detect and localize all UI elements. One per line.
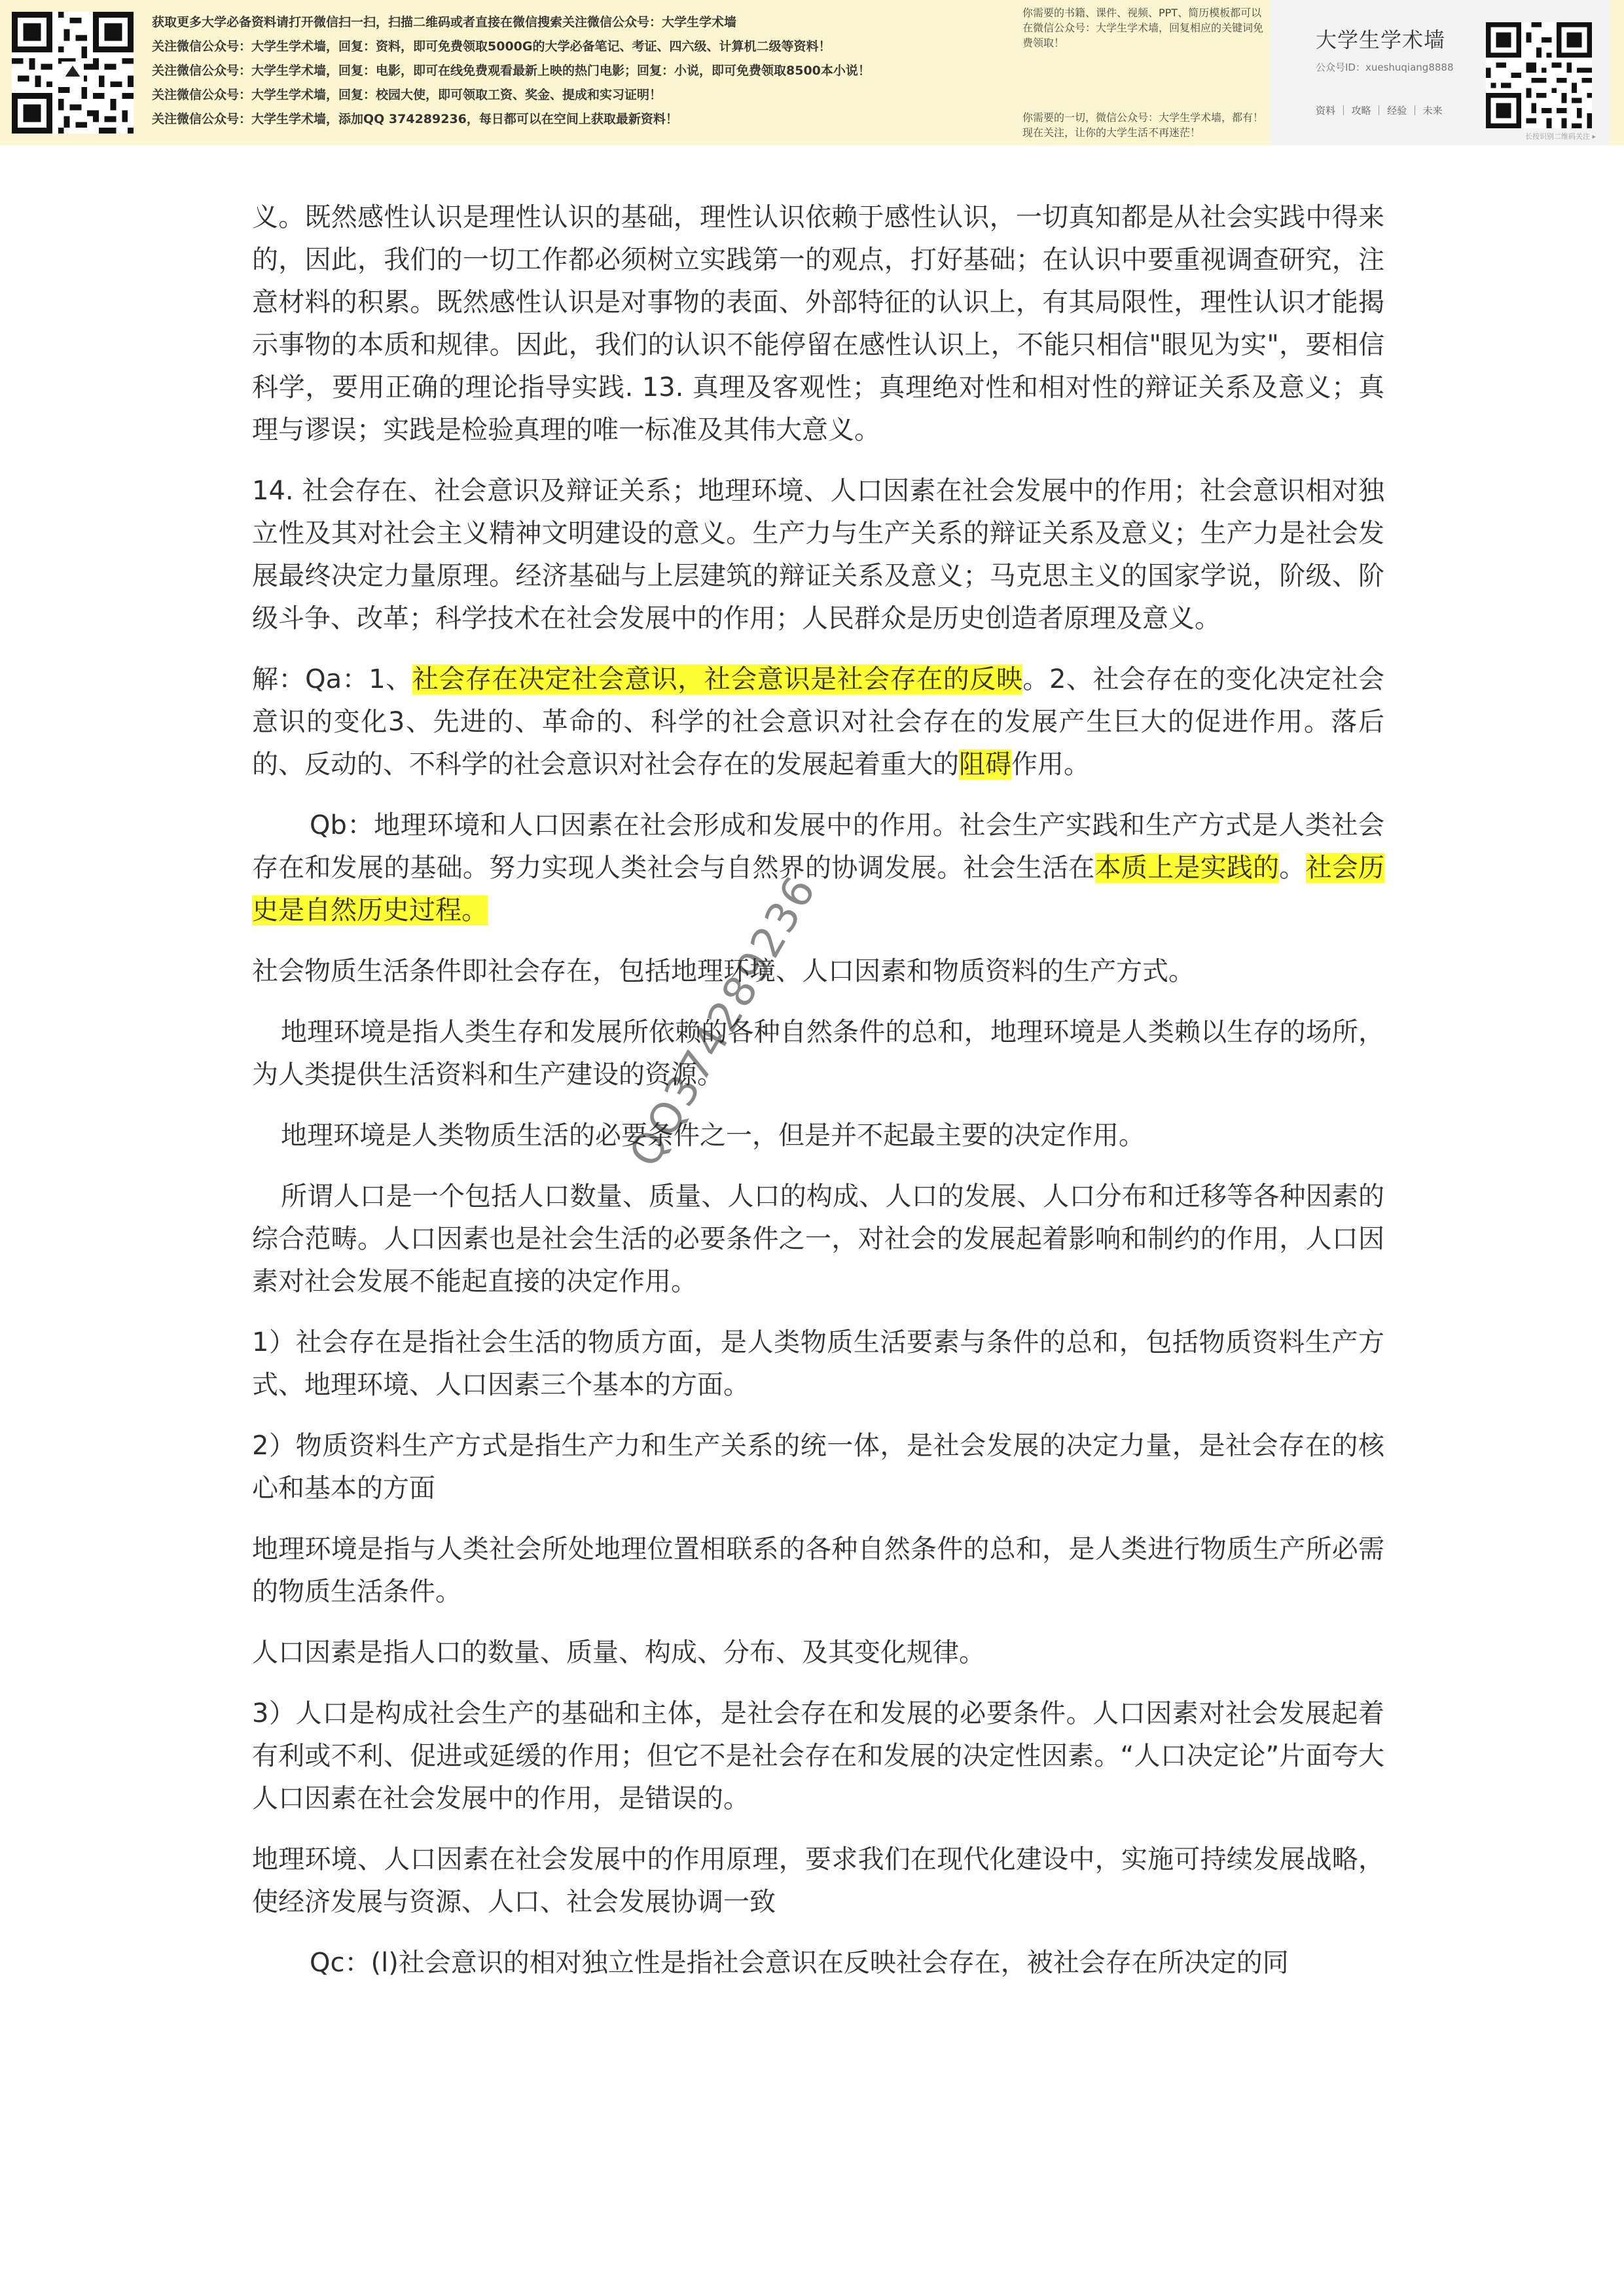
qr-caption: 长按识别二维码关注 ▸ xyxy=(1525,132,1597,141)
ad-banner xyxy=(0,0,1624,145)
paragraph-answer-qa xyxy=(252,658,1384,786)
qr-code-icon xyxy=(12,12,134,134)
banner-line: 关注微信公众号：大学生学术墙，回复：资料，即可免费领取5000G的大学必备笔记、考证、四六级、计算机二级等资料！ xyxy=(152,39,831,54)
paragraph-answer-qc: Qc：(l)社会意识的相对独立性是指社会意识在反映社会存在，被社会存在所决定的同 xyxy=(310,1948,1289,1978)
brand-title: 大学生学术墙 xyxy=(1316,27,1446,52)
highlighted-text: 社会历史是自然历史过程。 xyxy=(252,853,1385,925)
paragraph: 地理环境是指与人类社会所处地理位置相联系的各种自然条件的总和，是人类进行物质生产所必需的物质生活条件。 xyxy=(252,1534,1384,1607)
paragraph: 义。既然感性认识是理性认识的基础，理性认识依赖于感性认识，一切真知都是从社会实践中得来的，因此，我们的一切工作都必须树立实践第一的观点，打好基础；在认识中要重视调查研究，注意材料的积累。既然感性认识是对事物的表面、外部特征的认识上，有其局限性，理性认识才能揭示事物的本质和规律。因此，我们的认识不能停留在感性认识上，不能只相信"眼见为实"，要相信科学，要用正确的理论指导实践. 13. 真理及客观性；真理绝对性和相对性的辩证关系及意义；真理与谬误；实践是检验真理的唯一标准及其伟大意义。 xyxy=(252,202,1384,445)
paragraph: 社会物质生活条件即社会存在，包括地理环境、人口因素和物质资料的生产方式。 xyxy=(252,956,1195,986)
paragraph: 地理环境、人口因素在社会发展中的作用原理，要求我们在现代化建设中，实施可持续发展战略，使经济发展与资源、人口、社会发展协调一致 xyxy=(252,1844,1384,1917)
paragraph: 所谓人口是一个包括人口数量、质量、人口的构成、人口的发展、人口分布和迁移等各种因素的综合范畴。人口因素也是社会生活的必要条件之一，对社会的发展起着影响和制约的作用，人口因素对社会发展不能起直接的决定作用。 xyxy=(252,1181,1384,1297)
paragraph: 地理环境是人类物质生活的必要条件之一，但是并不起最主要的决定作用。 xyxy=(281,1121,1145,1151)
highlighted-text: 阻碍 xyxy=(959,749,1011,780)
banner-text-lines xyxy=(152,10,1003,132)
watermark: QQ374289236 xyxy=(620,867,827,1175)
paragraph-question-14: 14. 社会存在、社会意识及辩证关系；地理环境、人口因素在社会发展中的作用；社会意识相对独立性及其对社会主义精神文明建设的意义。生产力与生产关系的辩证关系及意义；生产力是社会发展最终决定力量原理。经济基础与上层建筑的辩证关系及意义；马克思主义的国家学说，阶级、阶级斗争、改革；科学技术在社会发展中的作用；人民群众是历史创造者原理及意义。 xyxy=(252,476,1384,634)
paragraph: 人口因素是指人口的数量、质量、构成、分布、及其变化规律。 xyxy=(252,1638,985,1668)
banner-line: 关注微信公众号：大学生学术墙，添加QQ 374289236，每日都可以在空间上获取最新资料！ xyxy=(152,112,678,126)
banner-note-top: 你需要的书籍、课件、视频、PPT、简历模板都可以在微信公众号：大学生学术墙，回复相应的关键词免费领取！ xyxy=(1022,7,1264,49)
document-body xyxy=(252,196,1384,2003)
banner-note-bottom: 你需要的一切，微信公众号：大学生学术墙，都有！现在关注，让你的大学生活不再迷茫！ xyxy=(1022,111,1264,139)
brand-account-id: 公众号ID：xueshuqiang8888 xyxy=(1316,62,1454,73)
banner-line: 关注微信公众号：大学生学术墙，回复：电影，即可在线免费观看最新上映的热门电影；回复：小说，即可免费领取8500本小说！ xyxy=(152,63,871,78)
paragraph: 地理环境是指人类生存和发展所依赖的各种自然条件的总和，地理环境是人类赖以生存的场所，为人类提供生活资料和生产建设的资源。 xyxy=(252,1017,1384,1090)
qr-code-icon xyxy=(1486,22,1592,128)
highlighted-text: 社会存在决定社会意识，社会意识是社会存在的反映 xyxy=(412,664,1023,694)
answer-text: Qb：地理环境和人口因素在社会形成和发展中的作用。社会生产实践和生产方式是人类社会存在和发展的基础。努力实现人类社会与自然界的协调发展。社会生活在 xyxy=(252,810,1384,883)
highlighted-text: 本质上是实践的 xyxy=(1094,853,1280,883)
answer-text: 。2、社会存在的变化决定社会意识的变化3、先进的、革命的、科学的社会意识对社会存在的发展产生巨大的促进作用。落后的、反动的、不科学的社会意识对社会存在的发展起着重大的 xyxy=(252,664,1385,780)
answer-text: 作用。 xyxy=(1011,749,1090,780)
paragraph-point-3: 3）人口是构成社会生产的基础和主体，是社会存在和发展的必要条件。人口因素对社会发展起着有利或不利、促进或延缓的作用；但它不是社会存在和发展的决定性因素。“人口决定论”片面夸大人口因素在社会发展中的作用，是错误的。 xyxy=(252,1698,1384,1814)
brand-nav: 资料 ｜ 攻略 ｜ 经验 ｜ 未来 xyxy=(1316,105,1443,117)
paragraph-point-2: 2）物质资料生产方式是指生产力和生产关系的统一体，是社会发展的决定力量，是社会存在的核心和基本的方面 xyxy=(252,1431,1384,1503)
banner-line: 关注微信公众号：大学生学术墙，回复：校园大使，即可领取工资、奖金、提成和实习证明！ xyxy=(152,88,662,102)
answer-text: 。 xyxy=(1279,853,1306,883)
paragraph-point-1: 1）社会存在是指社会生活的物质方面，是人类物质生活要素与条件的总和，包括物质资料生产方式、地理环境、人口因素三个基本的方面。 xyxy=(252,1327,1384,1400)
banner-line: 获取更多大学必备资料请打开微信扫一扫，扫描二维码或者直接在微信搜索关注微信公众号：大学生学术墙 xyxy=(152,15,737,29)
answer-text: 解：Qa：1、 xyxy=(252,664,412,694)
paragraph-answer-qb xyxy=(252,804,1384,932)
